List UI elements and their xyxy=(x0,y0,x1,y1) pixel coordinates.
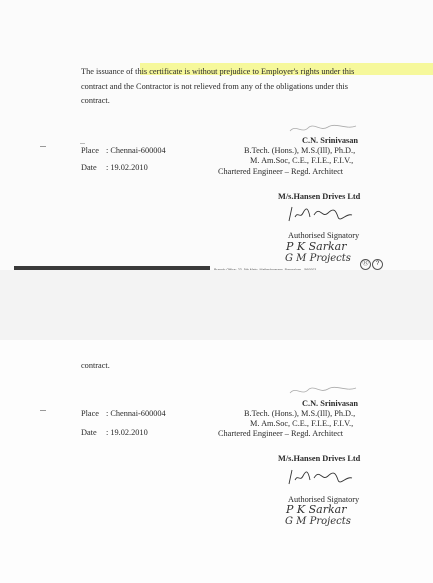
company-name: M/s.Hansen Drives Ltd xyxy=(278,454,361,463)
place-label: Place xyxy=(81,409,99,418)
date-label: Date xyxy=(81,163,97,172)
engineer-title: Chartered Engineer – Regd. Architect xyxy=(218,429,344,438)
paragraph-line-3: contract. xyxy=(81,96,110,105)
company-name: M/s.Hansen Drives Ltd xyxy=(278,192,361,201)
paragraph-line-3: contract. xyxy=(81,361,110,370)
margin-mark xyxy=(80,143,85,144)
place-value: : Chennai-600004 xyxy=(106,409,166,418)
margin-mark xyxy=(40,410,46,411)
paragraph-line-2: contract and the Contractor is not relieved from any of the obligations under this xyxy=(81,82,349,91)
company-signature xyxy=(286,201,356,225)
company-signature xyxy=(286,464,356,488)
engineer-qualifications-1: B.Tech. (Hons.), M.S.(Ill), Ph.D., xyxy=(244,146,356,155)
date-value: : 19.02.2010 xyxy=(106,163,148,172)
date-label: Date xyxy=(81,428,97,437)
engineer-signature xyxy=(288,122,358,136)
engineer-qualifications-2: M. Am.Soc, C.E., F.I.E., F.I.V., xyxy=(250,419,354,428)
page-gap xyxy=(0,270,433,340)
engineer-qualifications-2: M. Am.Soc, C.E., F.I.E., F.I.V., xyxy=(250,156,354,165)
quality-mark-icon: ? xyxy=(372,259,383,270)
certificate-page-bottom xyxy=(0,340,433,583)
engineer-name: C.N. Srinivasan xyxy=(302,399,359,408)
engineer-name: C.N. Srinivasan xyxy=(302,136,359,145)
authorised-signatory: Authorised Signatory xyxy=(288,231,360,240)
handwritten-title: G M Projects xyxy=(285,516,351,527)
handwritten-name: P K Sarkar xyxy=(286,503,347,516)
certificate-page-top xyxy=(0,0,433,270)
engineer-qualifications-1: B.Tech. (Hons.), M.S.(Ill), Ph.D., xyxy=(244,409,356,418)
engineer-title: Chartered Engineer – Regd. Architect xyxy=(218,167,344,176)
certification-seal-icon: Ⓡ xyxy=(360,259,371,270)
date-value: : 19.02.2010 xyxy=(106,428,148,437)
engineer-signature xyxy=(288,384,358,398)
handwritten-title: G M Projects xyxy=(285,253,351,264)
paragraph-line-1: The issuance of this certificate is without prejudice to Employer's rights under this xyxy=(81,67,355,76)
authorised-signatory: Authorised Signatory xyxy=(288,495,360,504)
place-value: : Chennai-600004 xyxy=(106,146,166,155)
margin-mark xyxy=(40,146,46,147)
handwritten-name: P K Sarkar xyxy=(286,240,347,253)
place-label: Place xyxy=(81,146,99,155)
